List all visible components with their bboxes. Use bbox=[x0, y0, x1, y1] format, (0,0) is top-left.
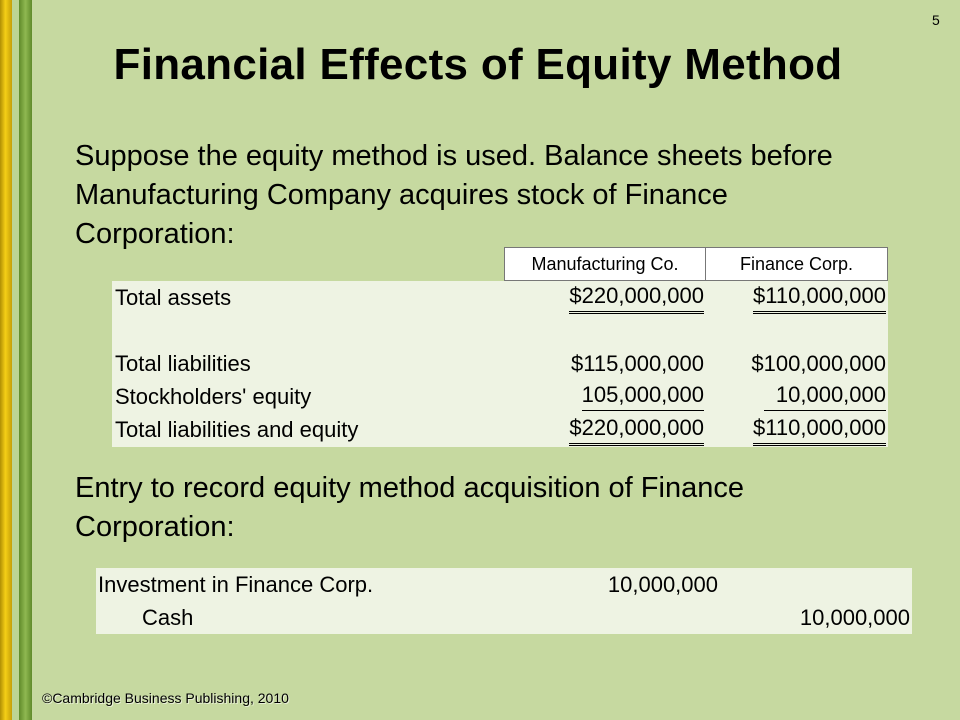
table-row bbox=[96, 568, 912, 601]
row-label: Stockholders' equity bbox=[115, 384, 312, 409]
manufacturing-value: $220,000,000 bbox=[569, 281, 704, 314]
credit-amount: 10,000,000 bbox=[799, 605, 910, 630]
table-row bbox=[112, 380, 888, 413]
row-label: Total liabilities and equity bbox=[115, 417, 359, 442]
manufacturing-value: 105,000,000 bbox=[582, 380, 704, 411]
finance-value: $110,000,000 bbox=[753, 413, 886, 446]
manufacturing-value: $220,000,000 bbox=[569, 413, 704, 446]
table-row bbox=[112, 347, 888, 380]
account-name: Investment in Finance Corp. bbox=[98, 572, 374, 597]
table-row bbox=[96, 601, 912, 634]
slide-title: Financial Effects of Equity Method bbox=[113, 40, 843, 89]
column-header-manufacturing: Manufacturing Co. bbox=[504, 247, 706, 281]
finance-value: 10,000,000 bbox=[764, 380, 886, 411]
left-accent-bar-gold bbox=[0, 0, 12, 720]
page-number: 5 bbox=[932, 12, 940, 28]
intro-paragraph: Suppose the equity method is used. Balance sheets before Manufacturing Company acquires stock of Finance Corporation: bbox=[75, 140, 833, 250]
copyright-notice: ©Cambridge Business Publishing, 2010 bbox=[42, 690, 289, 706]
left-accent-bar-green bbox=[19, 0, 32, 720]
left-accent-bar-gap bbox=[12, 0, 19, 720]
debit-amount: 10,000,000 bbox=[607, 572, 718, 597]
journal-entry-table bbox=[96, 568, 912, 634]
finance-value: $100,000,000 bbox=[751, 351, 886, 376]
account-name: Cash bbox=[142, 605, 194, 630]
row-label: Total assets bbox=[115, 285, 232, 310]
manufacturing-value: $115,000,000 bbox=[571, 351, 704, 376]
table-row bbox=[112, 413, 888, 446]
table-row bbox=[112, 281, 888, 314]
row-label: Total liabilities bbox=[115, 351, 251, 376]
entry-paragraph: Entry to record equity method acquisition of Finance Corporation: bbox=[75, 472, 744, 543]
finance-value: $110,000,000 bbox=[753, 281, 886, 314]
balance-sheet-table bbox=[112, 281, 888, 447]
column-header-finance: Finance Corp. bbox=[705, 247, 888, 281]
